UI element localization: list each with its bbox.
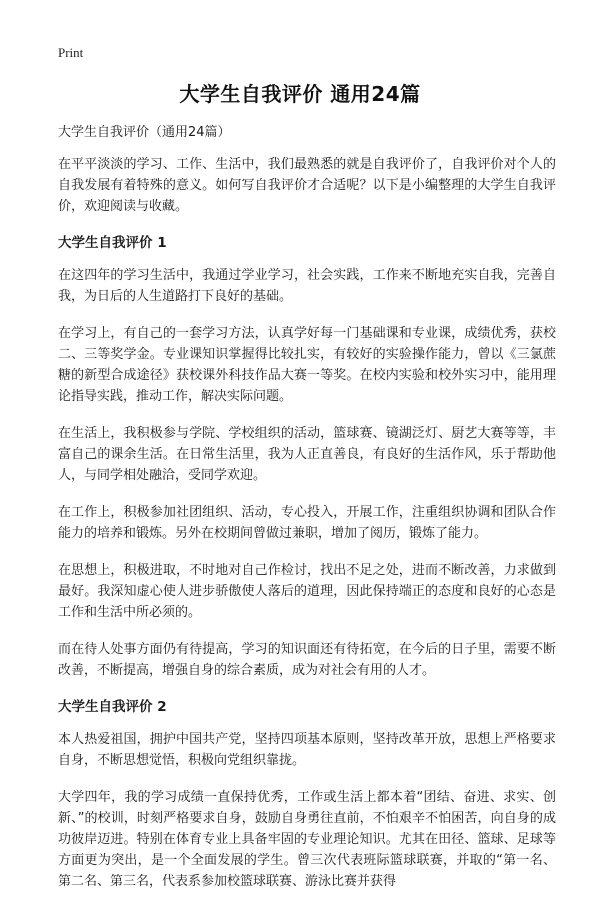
paragraph: 在这四年的学习生活中，我通过学业学习，社会实践，工作来不断地充实自我，完善自我，为日后的人生道路打下良好的基础。 [58,268,556,304]
document-subtitle: 大学生自我评价（通用24篇） [58,125,231,140]
paragraph: 在工作上，积极参加社团组织、活动，专心投入，开展工作，注重组织协调和团队合作能力的培养和锻炼。另外在校期间曾做过兼职，增加了阅历，锻炼了能力。 [58,505,556,541]
paragraph: 在思想上，积极进取，不时地对自己作检讨，找出不足之处，进而不断改善，力求做到最好。我深知虚心使人进步骄傲使人落后的道理，因此保持端正的态度和良好的心态是工作和生活中所必须的。 [58,563,556,620]
paragraph: 大学四年，我的学习成绩一直保持优秀，工作或生活上都本着“团结、奋进、求实、创新、”的校训，时刻严格要求自身，鼓励自身勇往直前，不怕艰辛不怕困苦，向自身的成功彼岸迈进。特别在体育专业上具备牢固的专业理论知识。尤其在田径、篮球、足球等方面更为突出，是一个全面发展的学生。曾三次代表班际篮球联赛，并取的“第一名、第二名、第三名，代表系参加校篮球联赛、游泳比赛并获得 [58,790,556,889]
intro-paragraph: 在平平淡淡的学习、工作、生活中，我们最熟悉的就是自我评价了，自我评价对个人的自我发展有着特殊的意义。如何写自我评价才合适呢？以下是小编整理的大学生自我评价，欢迎阅读与收藏。 [58,157,556,214]
print-link[interactable]: Print [58,45,84,60]
paragraph: 在学习上，有自己的一套学习方法，认真学好每一门基础课和专业课，成绩优秀，获校二、三等奖学金。专业课知识掌握得比较扎实，有较好的实验操作能力，曾以《三氯蔗糖的新型合成途径》获校课外科技作品大赛一等奖。在校内实验和校外实习中，能用理论指导实践，推动工作，解决实际问题。 [58,326,556,404]
document-body [58,122,556,908]
section-heading: 大学生自我评价 1 [58,235,167,251]
section-heading: 大学生自我评价 2 [58,699,167,715]
page-title: 大学生自我评价 通用24篇 [179,82,421,106]
paragraph: 而在待人处事方面仍有待提高，学习的知识面还有待拓宽，在今后的日子里，需要不断改善，不断提高，增强自身的综合素质，成为对社会有用的人才。 [58,642,556,678]
paragraph: 在生活上，我积极参与学院、学校组织的活动，篮球赛、镜湖泛灯、厨艺大赛等等，丰富自己的课余生活。在日常生活里，我为人正直善良，有良好的生活作风，乐于帮助他人，与同学相处融洽，受同学欢迎。 [58,426,556,483]
paragraph: 本人热爱祖国，拥护中国共产党，坚持四项基本原则，坚持改革开放，思想上严格要求自身，不断思想觉悟，积极向党组织靠拢。 [58,732,556,768]
